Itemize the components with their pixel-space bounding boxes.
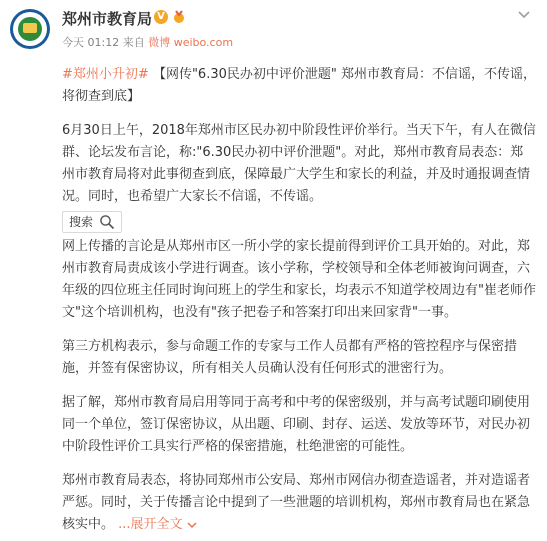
post-content [62, 64, 536, 536]
account-name[interactable]: 郑州市教育局 [62, 10, 153, 28]
post-header [0, 0, 547, 60]
expand-full-text-link[interactable] [118, 517, 197, 532]
search-label: 搜索 [69, 215, 94, 229]
expand-label: ...展开全文 [118, 517, 183, 532]
medal-icon [172, 10, 186, 24]
paragraph-3: 第三方机构表示，参与命题工作的专家与工作人员都有严格的管控程序与保密措施，并签有保密协议，所有相关人员确认没有任何形式的泄密行为。 [62, 339, 518, 376]
paragraph-5-text: 郑州市教育局表态，将协同郑州市公安局、郑州市网信办彻查造谣者，并对造谣者严惩。同时，关于传播言论中提到了一些泄题的培训机构，郑州市教育局也在紧急核实中。 [62, 473, 531, 532]
post-time: 今天 01:12 [62, 36, 120, 49]
topic-link[interactable]: #郑州小升初# [62, 67, 149, 82]
headline-paragraph [62, 64, 536, 108]
source-prefix: 来自 [122, 36, 145, 49]
paragraph-5 [62, 470, 536, 536]
headline: 【网传"6.30民办初中评价泄题" 郑州市教育局：不信谣，不传谣，将彻查到底】 [62, 67, 536, 104]
paragraph-4: 据了解，郑州市教育局启用等同于高考和中考的保密级别，并与高考试题印刷使用同一个单位，签订保密协议，从出题、印刷、封存、运送、发放等环节，对民办初中阶段性评价工具实行严格的保密措施，杜绝泄密的可能性。 [62, 395, 531, 454]
search-button[interactable] [62, 211, 122, 233]
post-source[interactable]: 微博 weibo.com [148, 36, 234, 49]
post-meta [62, 34, 233, 50]
chevron-down-icon [187, 520, 197, 530]
chevron-down-icon[interactable] [517, 8, 531, 22]
verified-badge-icon: V [154, 10, 168, 24]
paragraph-1: 6月30日上午，2018年郑州市区民办初中阶段性评价举行。当天下午，有人在微信群、论坛发布言论，称:"6.30民办初中评价泄题"。对此，郑州市教育局表态：郑州市教育局将对此事彻查到底，保障最广大学生和家长的利益，并及时通报调查情况。同时，也希望广大家长不信谣，不传谣。 [62, 123, 536, 204]
paragraph-2: 网上传播的言论是从郑州市区一所小学的家长提前得到评价工具开始的。对此，郑州市教育局责成该小学进行调查。该小学称，学校领导和全体老师被询问调查，六年级的四位班主任同时询问班上的学生和家长，均表示不知道学校周边有"崔老师作文"这个培训机构，也没有"孩子把卷子和答案打印出来回家背"一事。 [62, 239, 536, 320]
search-row [62, 210, 536, 234]
avatar[interactable] [10, 9, 50, 49]
search-icon [99, 214, 115, 230]
